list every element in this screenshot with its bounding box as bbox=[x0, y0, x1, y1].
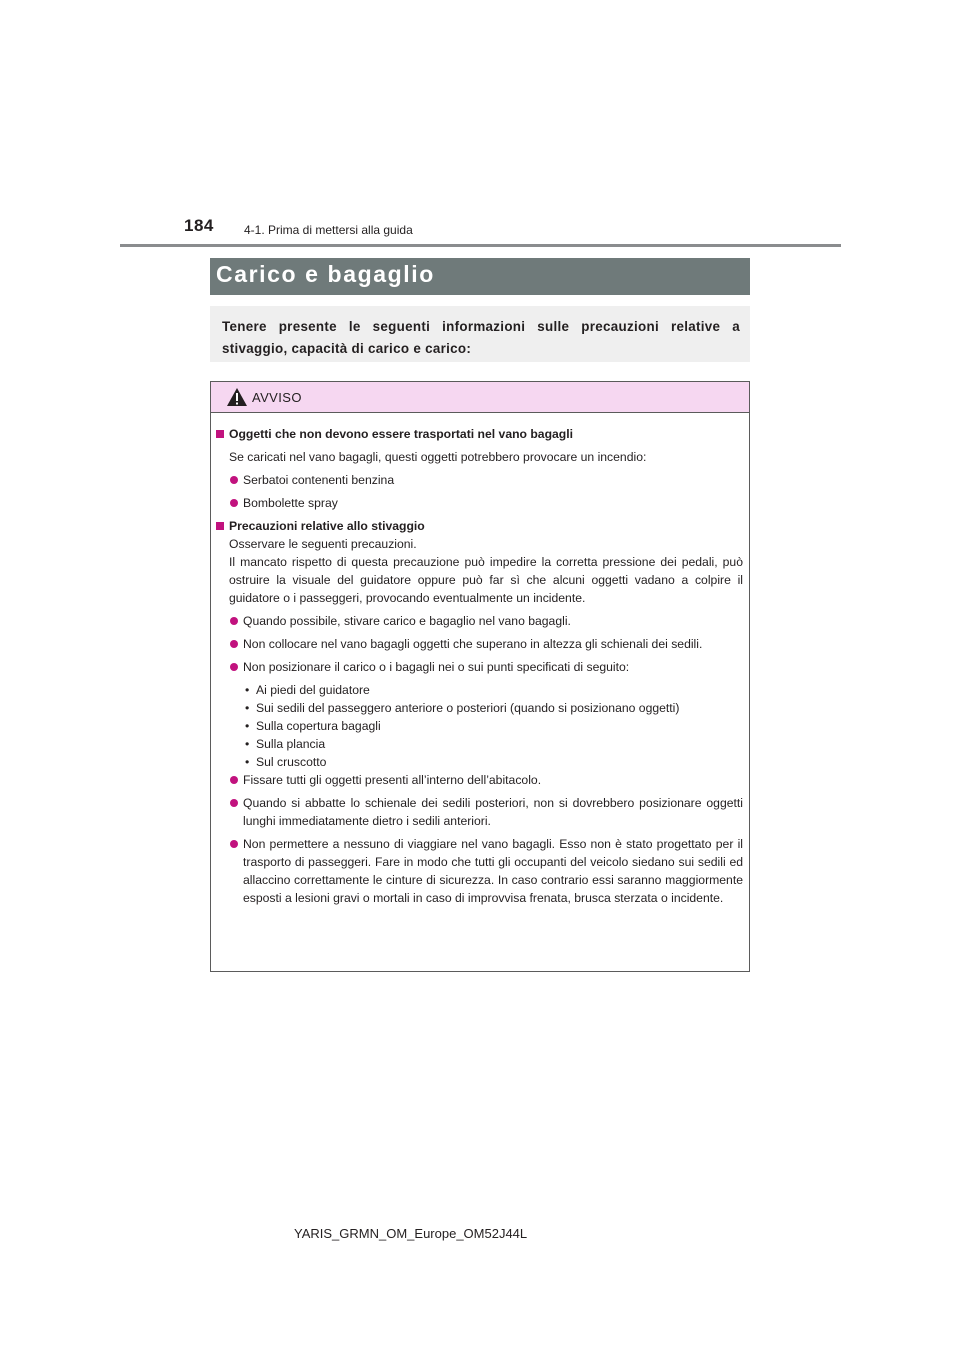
square-bullet-icon bbox=[216, 430, 224, 438]
round-bullet-icon bbox=[230, 499, 238, 507]
section-label: 4-1. Prima di mettersi alla guida bbox=[244, 223, 413, 237]
sub-bullet-text: Sulla copertura bagagli bbox=[256, 719, 381, 733]
section-heading bbox=[216, 517, 743, 535]
warning-header bbox=[211, 382, 749, 413]
bullet-text: Non collocare nel vano bagagli oggetti che superano in altezza gli schienali dei sedili. bbox=[243, 637, 703, 651]
sub-bullet-text: Ai piedi del guidatore bbox=[256, 683, 370, 697]
bullet-item bbox=[216, 658, 743, 676]
round-bullet-icon bbox=[230, 663, 238, 671]
round-bullet-icon bbox=[230, 640, 238, 648]
bullet-item bbox=[216, 794, 743, 830]
bullet-item bbox=[216, 635, 743, 653]
round-bullet-icon bbox=[230, 799, 238, 807]
footer-doc-code: YARIS_GRMN_OM_Europe_OM52J44L bbox=[294, 1226, 528, 1241]
sub-bullet-mark: • bbox=[245, 755, 250, 769]
section-heading bbox=[216, 425, 743, 443]
sub-bullet-text: Sui sedili del passeggero anteriore o posteriori (quando si posizionano oggetti) bbox=[256, 701, 680, 715]
warning-body bbox=[216, 425, 743, 907]
warning-box bbox=[210, 381, 750, 972]
bullet-text: Quando si abbatte lo schienale dei sedili posteriori, non si dovrebbero posizionare oggetti lunghi immediatamente dietro i sedili anteriori. bbox=[243, 796, 743, 828]
warning-title: AVVISO bbox=[252, 390, 302, 405]
round-bullet-icon bbox=[230, 840, 238, 848]
round-bullet-icon bbox=[230, 617, 238, 625]
paragraph: Il mancato rispetto di questa precauzione può impedire la corretta pressione dei pedali, può ostruire la visuale del guidatore oppure può far sì che alcuni oggetti vadano a colpire il guidatore o i passeggeri, provocando eventualmente un incidente. bbox=[229, 555, 743, 605]
bullet-text: Quando possibile, stivare carico e bagaglio nel vano bagagli. bbox=[243, 614, 571, 628]
bullet-item bbox=[216, 612, 743, 630]
intro-text: Tenere presente le seguenti informazioni sulle precauzioni relative a stivaggio, capacità di carico e carico: bbox=[222, 319, 740, 356]
square-bullet-icon bbox=[216, 522, 224, 530]
round-bullet-icon bbox=[230, 476, 238, 484]
sub-bullet-item bbox=[216, 753, 743, 771]
page-number: 184 bbox=[184, 216, 214, 235]
paragraph: Se caricati nel vano bagagli, questi oggetti potrebbero provocare un incendio: bbox=[229, 450, 647, 464]
title-bar bbox=[210, 258, 750, 295]
sub-bullet-mark: • bbox=[245, 683, 250, 697]
bullet-text: Bombolette spray bbox=[243, 496, 338, 510]
sub-bullet-item bbox=[216, 681, 743, 699]
sub-bullet-mark: • bbox=[245, 719, 250, 733]
bullet-item bbox=[216, 471, 743, 489]
bullet-item bbox=[216, 771, 743, 789]
round-bullet-icon bbox=[230, 776, 238, 784]
header-rule bbox=[120, 244, 841, 247]
bullet-item bbox=[216, 835, 743, 907]
bullet-text: Non posizionare il carico o i bagagli nei o sui punti specificati di seguito: bbox=[243, 660, 630, 674]
bullet-item bbox=[216, 494, 743, 512]
sub-bullet-text: Sul cruscotto bbox=[256, 755, 327, 769]
sub-bullet-item bbox=[216, 699, 743, 717]
sub-bullet-item bbox=[216, 717, 743, 735]
warning-triangle-icon bbox=[226, 387, 248, 407]
intro-box bbox=[210, 306, 750, 362]
sub-bullet-text: Sulla plancia bbox=[256, 737, 326, 751]
section-heading-text: Precauzioni relative allo stivaggio bbox=[229, 519, 425, 533]
sub-bullet-mark: • bbox=[245, 737, 250, 751]
sub-bullet-mark: • bbox=[245, 701, 250, 715]
bullet-text: Non permettere a nessuno di viaggiare nel vano bagagli. Esso non è stato progettato per il trasporto di passeggeri. Fare in modo che tutti gli occupanti del veicolo siedano sui sedili ed allaccino correttamente le cinture di sicurezza. In caso contrario essi saranno maggiormente esposti a lesioni gravi o mortali in caso di improvvisa frenata, brusca sterzata o incidente. bbox=[243, 837, 743, 905]
bullet-text: Fissare tutti gli oggetti presenti all’interno dell’abitacolo. bbox=[243, 773, 542, 787]
sub-bullet-item bbox=[216, 735, 743, 753]
section-heading-text: Oggetti che non devono essere trasportati nel vano bagagli bbox=[229, 427, 574, 441]
page-title: Carico e bagaglio bbox=[216, 261, 435, 287]
bullet-text: Serbatoi contenenti benzina bbox=[243, 473, 395, 487]
paragraph: Osservare le seguenti precauzioni. bbox=[229, 537, 417, 551]
